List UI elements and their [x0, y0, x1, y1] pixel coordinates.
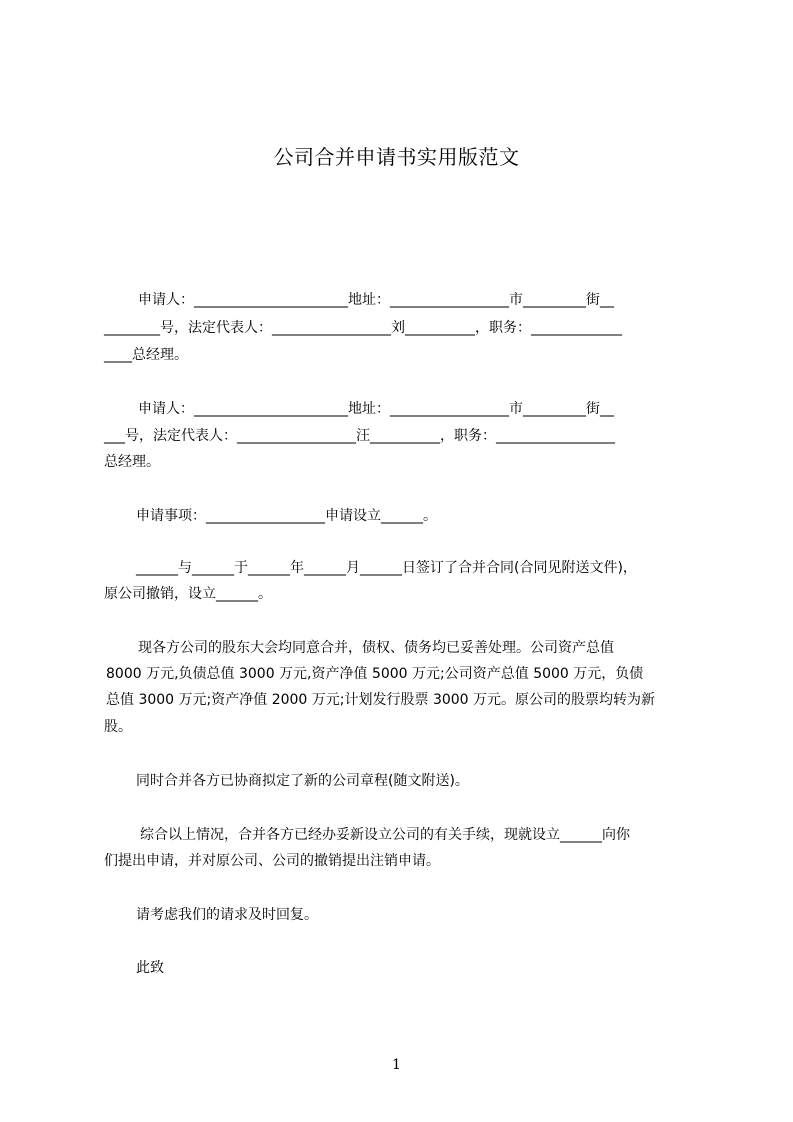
finance-line4: 股。: [104, 719, 132, 735]
agreement-line2: 原公司撤销，设立______。: [104, 586, 272, 602]
finance-line2: 8000 万元,负债总值 3000 万元,资产净值 5000 万元;公司资产总值 5000 万元，负债: [106, 666, 644, 682]
applicant1-line2: ________号，法定代表人：_________________刘__________，职务：_____________: [104, 320, 622, 336]
document-title: 公司合并申请书实用版范文: [273, 145, 520, 169]
applicant1-line1: 申请人：______________________地址：_________________市_________街__: [138, 292, 614, 308]
matter-line1: 申请事项：_________________申请设立______。: [136, 508, 437, 524]
summary-line1: 综合以上情况，合并各方已经办妥新设立公司的有关手续，现就设立______向你: [140, 827, 630, 843]
finance-line3: 总值 3000 万元;资产净值 2000 万元;计划发行股票 3000 万元。原公司的股票均转为新: [106, 692, 656, 708]
agreement-line1: ______与______于______年______月______日签订了合并合同(合同见附送文件)，: [136, 560, 637, 576]
page-number: 1: [392, 1057, 401, 1073]
applicant1-line3: ____总经理。: [104, 347, 188, 363]
applicant2-line2: ___号，法定代表人：_________________汪__________，职务：_________________: [104, 428, 615, 444]
closing-line1: 此致: [136, 960, 164, 976]
applicant2-line3: 总经理。: [104, 454, 160, 470]
applicant2-line1: 申请人：______________________地址：_________________市_________街__: [138, 401, 614, 417]
finance-line1: 现各方公司的股东大会均同意合并，债权、债务均已妥善处理。公司资产总值: [138, 640, 614, 656]
request-line1: 请考虑我们的请求及时回复。: [136, 907, 318, 923]
charter-line1: 同时合并各方已协商拟定了新的公司章程(随文附送)。: [136, 773, 469, 789]
summary-line2: 们提出申请，并对原公司、公司的撤销提出注销申请。: [104, 853, 440, 869]
